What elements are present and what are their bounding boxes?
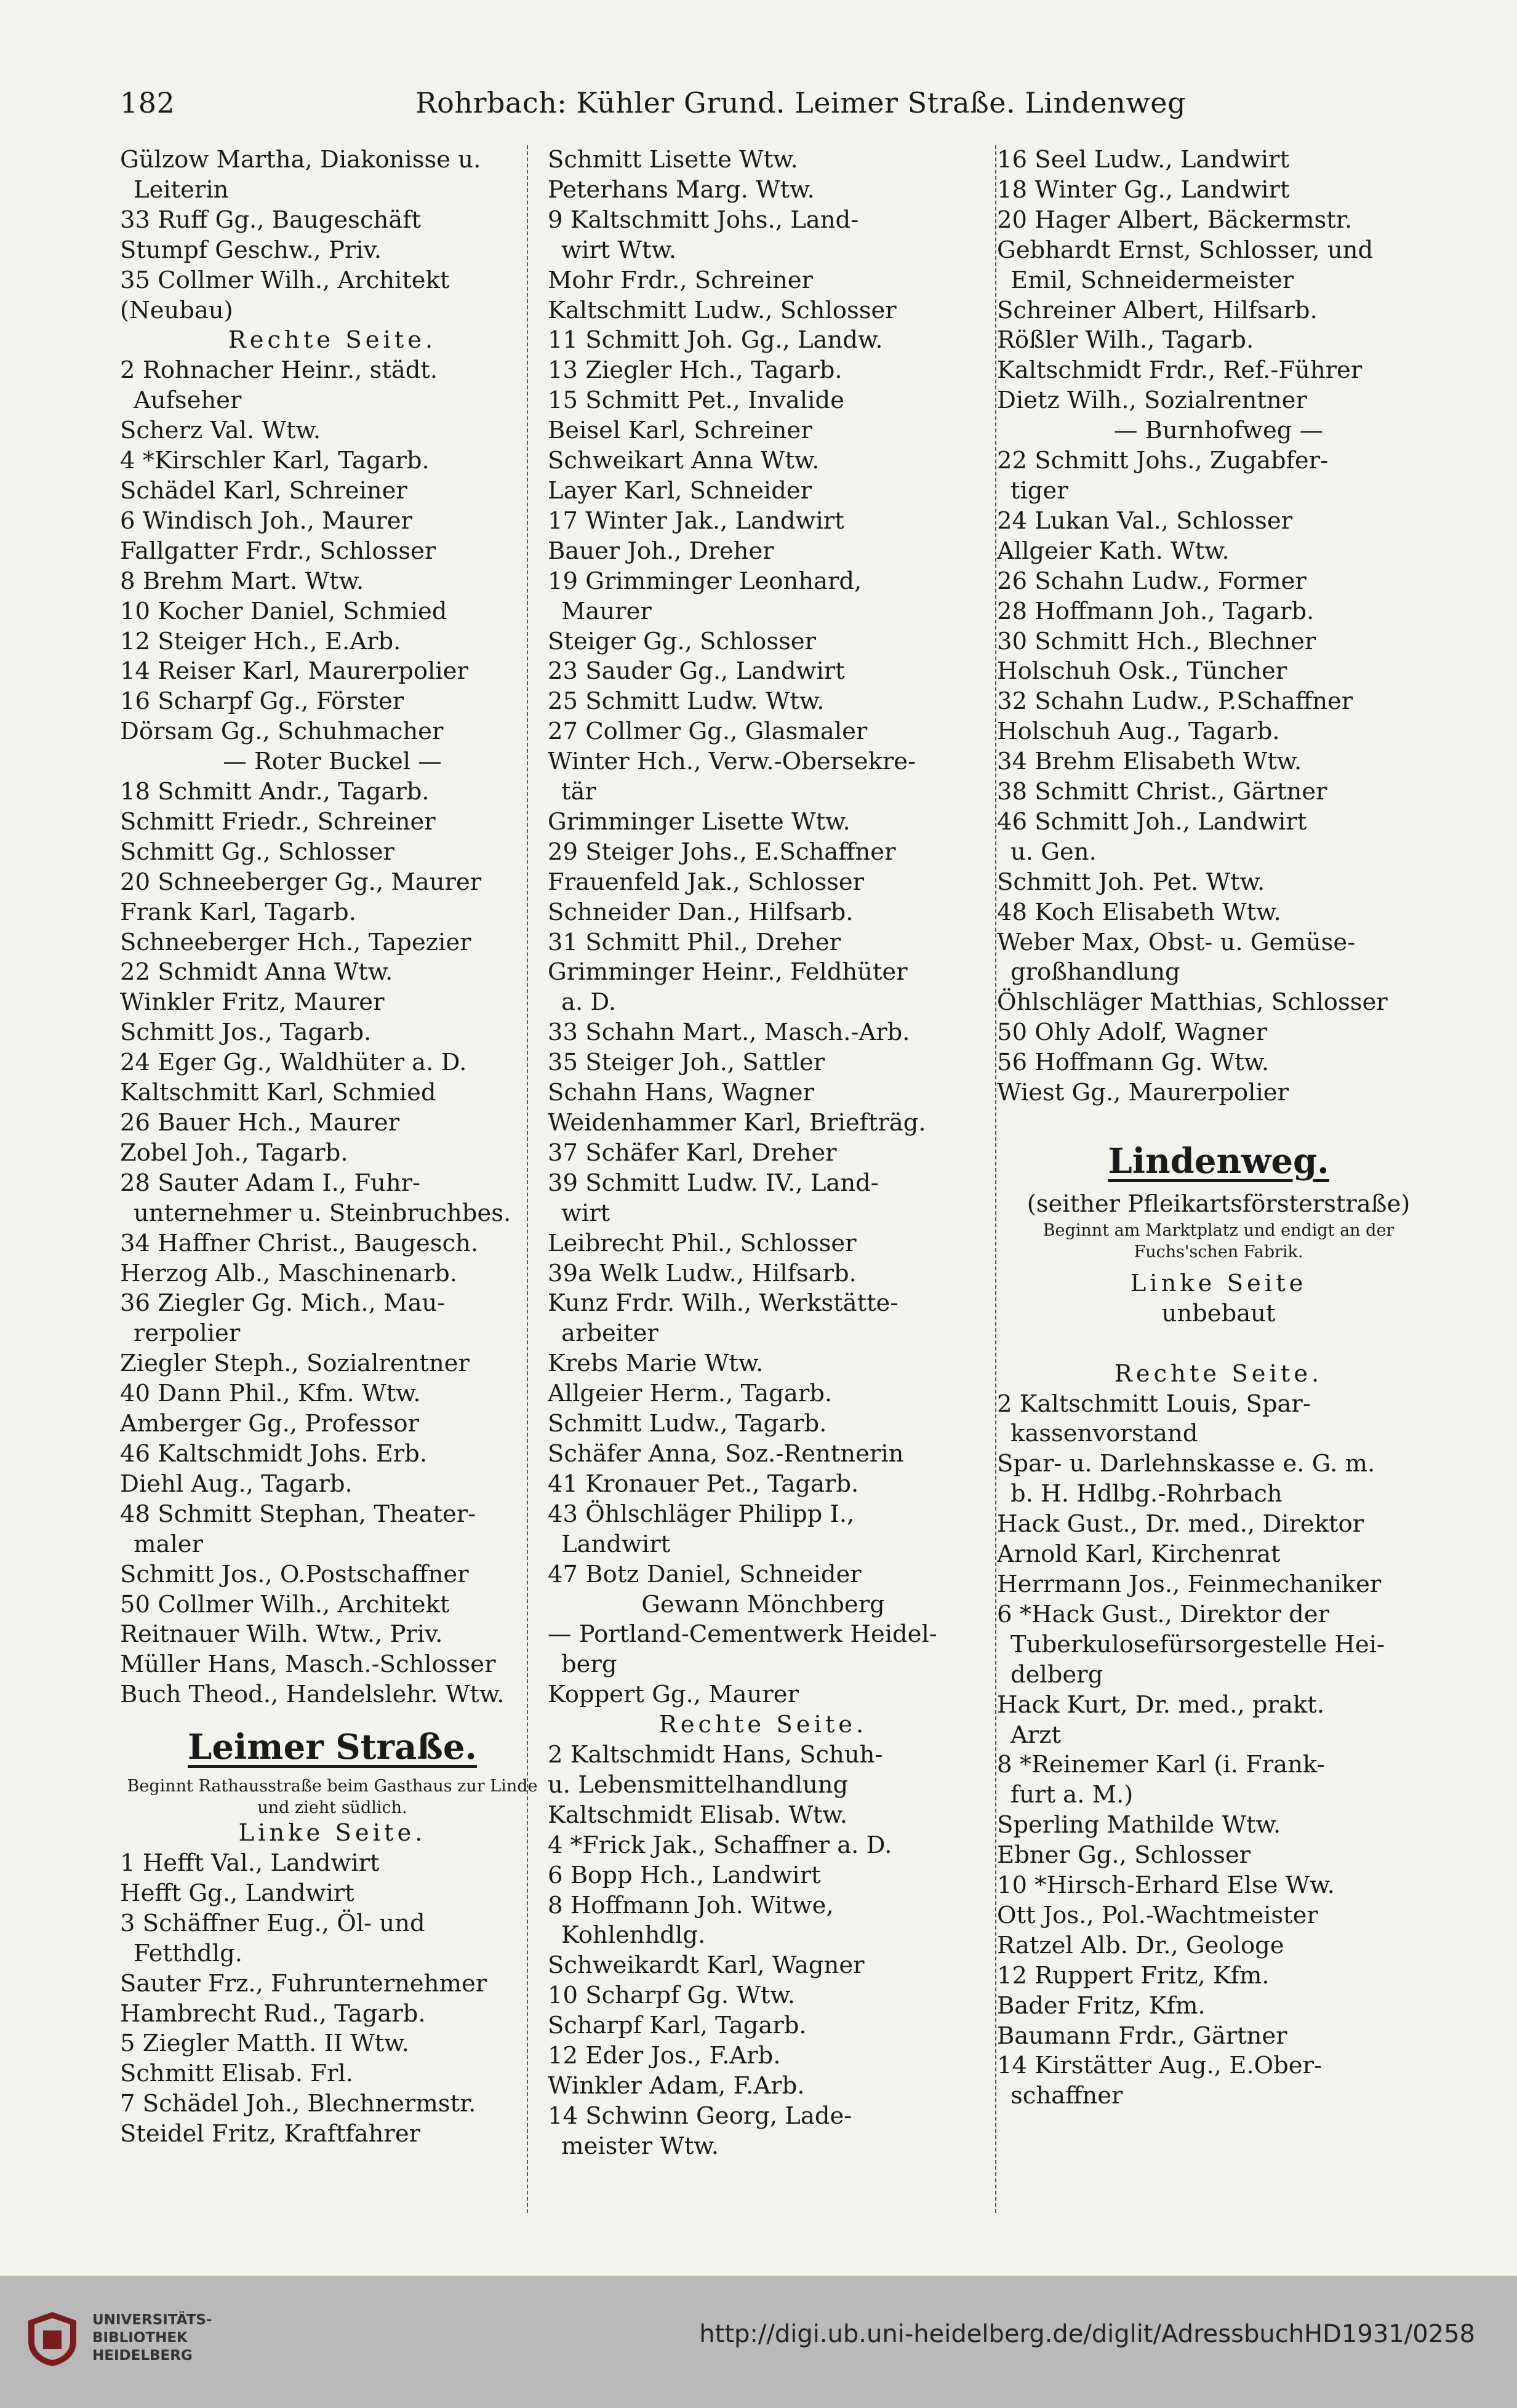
address-entry: Peterhans Marg. Wtw. <box>548 175 815 204</box>
section-title-leimer-strasse: Leimer Straße. <box>188 1727 477 1768</box>
address-entry: 32 Schahn Ludw., P.Schaffner <box>997 687 1353 716</box>
address-entry: Kaltschmitt Karl, Schmied <box>120 1079 436 1107</box>
address-entry: rerpolier <box>134 1319 241 1348</box>
section-heading: Rechte Seite. <box>228 326 437 354</box>
section-title-lindenweg: Lindenweg. <box>1108 1141 1329 1182</box>
address-entry <box>997 1329 1440 1359</box>
address-entry: Steiger Gg., Schlosser <box>548 627 817 655</box>
address-entry: Schmitt Lisette Wtw. <box>548 146 798 174</box>
address-entry: — Portland-Cementwerk Heidel- <box>548 1620 937 1649</box>
address-entry: Koppert Gg., Maurer <box>548 1681 799 1709</box>
address-entry: Kaltschmidt Elisab. Wtw. <box>548 1801 848 1829</box>
address-entry: Fetthdlg. <box>134 1939 242 1967</box>
address-entry: Schäfer Anna, Soz.-Rentnerin <box>548 1439 904 1468</box>
kuehler-grund-entries <box>120 145 545 1710</box>
address-entry: b. H. Hdlbg.-Rohrbach <box>1011 1480 1283 1508</box>
address-entry: 34 Brehm Elisabeth Wtw. <box>997 748 1302 776</box>
address-entry: 33 Schahn Mart., Masch.-Arb. <box>548 1018 910 1047</box>
address-entry: Baumann Frdr., Gärtner <box>997 2022 1287 2050</box>
address-entry: Schweikardt Karl, Wagner <box>548 1951 865 1980</box>
address-entry: 6 *Hack Gust., Direktor der <box>997 1600 1329 1628</box>
section-description: Beginnt Rathausstraße beim Gasthaus zur Linde und zieht südlich. <box>127 1777 538 1818</box>
address-entry: 22 Schmitt Johs., Zugabfer- <box>997 447 1329 475</box>
address-entry: 50 Ohly Adolf, Wagner <box>997 1018 1267 1047</box>
address-entry: Zobel Joh., Tagarb. <box>120 1138 348 1167</box>
address-entry: tär <box>561 778 596 806</box>
address-entry: arbeiter <box>561 1319 658 1348</box>
address-entry: Buch Theod., Handelslehr. Wtw. <box>120 1681 505 1709</box>
address-entry: furt a. M.) <box>1011 1781 1134 1809</box>
column-right <box>997 145 1440 2111</box>
address-entry: Frauenfeld Jak., Schlosser <box>548 868 865 896</box>
address-entry: 8 Brehm Mart. Wtw. <box>120 567 364 595</box>
address-entry: 24 Eger Gg., Waldhüter a. D. <box>120 1049 467 1077</box>
address-entry: Hambrecht Rud., Tagarb. <box>120 1999 426 2028</box>
address-entry: delberg <box>1011 1660 1103 1689</box>
address-entry: (Neubau) <box>120 296 233 324</box>
section-subtitle: (seither Pfleikartsförsterstraße) <box>1027 1190 1411 1218</box>
address-entry: Öhlschläger Matthias, Schlosser <box>997 988 1388 1017</box>
page-header <box>120 74 1186 123</box>
address-entry: Gebhardt Ernst, Schlosser, und <box>997 236 1374 264</box>
address-entry: 33 Ruff Gg., Baugeschäft <box>120 206 421 234</box>
address-entry: 9 Kaltschmitt Johs., Land- <box>548 206 859 234</box>
address-entry: Herrmann Jos., Feinmechaniker <box>997 1570 1382 1598</box>
section-heading: Gewann Mönchberg <box>641 1590 885 1618</box>
footer-bar <box>0 2276 1517 2408</box>
address-entry: 15 Schmitt Pet., Invalide <box>548 386 844 415</box>
address-entry: tiger <box>1011 476 1068 505</box>
address-entry: Steidel Fritz, Kraftfahrer <box>120 2120 421 2148</box>
address-entry: 7 Schädel Joh., Blechnermstr. <box>120 2090 476 2118</box>
address-entry: 48 Koch Elisabeth Wtw. <box>997 898 1281 926</box>
address-entry: 14 Schwinn Georg, Lade- <box>548 2102 852 2130</box>
address-entry: 17 Winter Jak., Landwirt <box>548 506 844 535</box>
address-entry: 13 Ziegler Hch., Tagarb. <box>548 356 843 385</box>
address-entry: Fallgatter Frdr., Schlosser <box>120 537 436 565</box>
address-entry: 3 Schäffner Eug., Öl- und <box>120 1909 425 1937</box>
address-entry: 56 Hoffmann Gg. Wtw. <box>997 1049 1270 1077</box>
address-entry: Sperling Mathilde Wtw. <box>997 1811 1281 1839</box>
address-entry: 24 Lukan Val., Schlosser <box>997 506 1293 535</box>
address-entry: Schmitt Friedr., Schreiner <box>120 807 436 836</box>
address-entry: Schmitt Jos., Tagarb. <box>120 1018 372 1047</box>
address-entry: Beisel Karl, Schreiner <box>548 417 812 445</box>
address-entry: schaffner <box>1011 2082 1123 2110</box>
address-entry: u. Gen. <box>1011 838 1097 866</box>
address-entry: 34 Haffner Christ., Baugesch. <box>120 1229 479 1257</box>
address-entry: Amberger Gg., Professor <box>120 1410 419 1438</box>
address-entry: 28 Sauter Adam I., Fuhr- <box>120 1169 421 1197</box>
address-entry: 10 Scharpf Gg. Wtw. <box>548 1982 795 2010</box>
address-entry: 37 Schäfer Karl, Dreher <box>548 1138 837 1167</box>
address-entry: Ebner Gg., Schlosser <box>997 1841 1251 1870</box>
address-entry: Bader Fritz, Kfm. <box>997 1991 1206 2020</box>
address-entry: maler <box>134 1530 203 1558</box>
address-entry: Allgeier Kath. Wtw. <box>997 537 1230 565</box>
address-entry: 2 Kaltschmidt Hans, Schuh- <box>548 1741 883 1769</box>
section-heading: Linke Seite. <box>238 1819 426 1847</box>
address-entry: unternehmer u. Steinbruchbes. <box>134 1199 511 1227</box>
address-entry: 10 *Hirsch-Erhard Else Ww. <box>997 1871 1335 1900</box>
address-entry: 1 Hefft Val., Landwirt <box>120 1849 380 1878</box>
address-entry: 38 Schmitt Christ., Gärtner <box>997 778 1327 806</box>
page-number: 182 <box>120 86 175 119</box>
address-entry: Spar- u. Darlehnskasse e. G. m. <box>997 1450 1375 1478</box>
address-entry: 10 Kocher Daniel, Schmied <box>120 597 447 625</box>
university-library-logo <box>25 2310 80 2368</box>
address-entry: Hack Gust., Dr. med., Direktor <box>997 1510 1364 1538</box>
section-heading: — Roter Buckel — <box>223 748 442 776</box>
address-entry: Diehl Aug., Tagarb. <box>120 1470 353 1498</box>
address-entry: Frank Karl, Tagarb. <box>120 898 356 926</box>
address-entry: Scharpf Karl, Tagarb. <box>548 2012 807 2040</box>
address-entry: 31 Schmitt Phil., Dreher <box>548 928 841 956</box>
address-entry: Emil, Schneidermeister <box>1011 266 1294 294</box>
address-entry: 12 Eder Jos., F.Arb. <box>548 2042 781 2070</box>
address-entry: a. D. <box>561 988 617 1017</box>
address-entry: Tuberkulosefürsorgestelle Hei- <box>1011 1630 1385 1658</box>
address-entry: Schweikart Anna Wtw. <box>548 447 820 475</box>
column-left <box>120 145 545 2150</box>
address-entry: Allgeier Herm., Tagarb. <box>548 1380 833 1408</box>
library-name-line: UNIVERSITÄTS- <box>92 2312 212 2328</box>
address-entry: 4 *Kirschler Karl, Tagarb. <box>120 447 430 475</box>
address-entry: berg <box>561 1650 617 1679</box>
address-entry: 18 Schmitt Andr., Tagarb. <box>120 778 430 806</box>
address-entry: 2 Kaltschmitt Louis, Spar- <box>997 1390 1311 1418</box>
address-entry: Holschuh Osk., Tüncher <box>997 657 1287 686</box>
address-entry: Aufseher <box>134 386 242 415</box>
address-entry: 43 Öhlschläger Philipp I., <box>548 1500 855 1528</box>
address-entry: 29 Steiger Johs., E.Schaffner <box>548 838 896 866</box>
address-entry: Wiest Gg., Maurerpolier <box>997 1079 1289 1107</box>
address-entry: Ratzel Alb. Dr., Geologe <box>997 1931 1284 1959</box>
address-entry: 11 Schmitt Joh. Gg., Landw. <box>548 326 883 354</box>
address-entry: 47 Botz Daniel, Schneider <box>548 1560 862 1588</box>
address-entry: 25 Schmitt Ludw. Wtw. <box>548 687 825 716</box>
address-entry: 20 Hager Albert, Bäckermstr. <box>997 206 1353 234</box>
address-entry: Maurer <box>561 597 652 625</box>
section-description: Beginnt am Marktplatz und endigt an der Fuchs'schen Fabrik. <box>1043 1220 1395 1262</box>
address-entry: 39a Welk Ludw., Hilfsarb. <box>548 1259 857 1287</box>
address-entry: 16 Scharpf Gg., Förster <box>120 687 404 716</box>
address-entry: 2 Rohnacher Heinr., städt. <box>120 356 438 385</box>
address-entry: Schmitt Gg., Schlosser <box>120 838 394 866</box>
address-entry: Scherz Val. Wtw. <box>120 417 321 445</box>
section-heading: unbebaut <box>1161 1299 1276 1327</box>
address-entry: 14 Kirstätter Aug., E.Ober- <box>997 2052 1322 2080</box>
address-entry: Winkler Adam, F.Arb. <box>548 2072 805 2100</box>
address-entry: Kunz Frdr. Wilh., Werkstätte- <box>548 1289 899 1318</box>
address-entry: 26 Schahn Ludw., Former <box>997 567 1307 595</box>
address-entry: Schädel Karl, Schreiner <box>120 476 407 505</box>
address-entry: Schneeberger Hch., Tapezier <box>120 928 471 956</box>
address-entry: 50 Collmer Wilh., Architekt <box>120 1590 450 1618</box>
address-entry: Winkler Fritz, Maurer <box>120 988 385 1017</box>
address-entry: 5 Ziegler Matth. II Wtw. <box>120 2030 409 2058</box>
address-entry: Krebs Marie Wtw. <box>548 1350 764 1378</box>
address-entry: 46 Kaltschmidt Johs. Erb. <box>120 1439 428 1468</box>
address-entry: 35 Steiger Joh., Sattler <box>548 1049 825 1077</box>
address-entry: Hack Kurt, Dr. med., prakt. <box>997 1690 1324 1719</box>
address-entry: Gülzow Martha, Diakonisse u. <box>120 146 481 174</box>
address-entry: Bauer Joh., Dreher <box>548 537 774 565</box>
address-entry: 18 Winter Gg., Landwirt <box>997 175 1290 204</box>
address-entry: großhandlung <box>1011 958 1180 986</box>
address-entry: 30 Schmitt Hch., Blechner <box>997 627 1316 655</box>
address-entry: 14 Reiser Karl, Maurerpolier <box>120 657 468 686</box>
address-entry: Dietz Wilh., Sozialrentner <box>997 386 1307 415</box>
address-entry: Schreiner Albert, Hilfsarb. <box>997 296 1318 324</box>
address-entry: Müller Hans, Masch.-Schlosser <box>120 1650 496 1679</box>
section-heading: Rechte Seite. <box>1114 1359 1323 1388</box>
address-entry: 4 *Frick Jak., Schaffner a. D. <box>548 1831 892 1859</box>
address-entry: Layer Karl, Schneider <box>548 476 812 505</box>
address-entry: 35 Collmer Wilh., Architekt <box>120 266 450 294</box>
leimer-strasse-entries-end <box>997 145 1440 1108</box>
address-entry: Schmitt Elisab. Frl. <box>120 2060 353 2088</box>
address-entry: 20 Schneeberger Gg., Maurer <box>120 868 482 896</box>
address-entry: 48 Schmitt Stephan, Theater- <box>120 1500 476 1528</box>
leimer-strasse-entries <box>120 1818 545 2150</box>
column-middle <box>548 145 979 2162</box>
address-entry: 22 Schmidt Anna Wtw. <box>120 958 393 986</box>
address-entry: Ott Jos., Pol.-Wachtmeister <box>997 1901 1318 1929</box>
address-entry: 6 Bopp Hch., Landwirt <box>548 1861 821 1889</box>
address-entry: 8 Hoffmann Joh. Witwe, <box>548 1891 834 1919</box>
leimer-strasse-entries-cont <box>548 145 979 2162</box>
address-entry: Reitnauer Wilh. Wtw., Priv. <box>120 1620 443 1649</box>
address-entry: Weidenhammer Karl, Briefträg. <box>548 1109 926 1137</box>
running-title: Rohrbach: Kühler Grund. Leimer Straße. Lindenweg <box>415 86 1186 119</box>
address-entry: Schmitt Jos., O.Postschaffner <box>120 1560 469 1588</box>
address-entry: Leiterin <box>134 175 229 204</box>
address-entry: Schneider Dan., Hilfsarb. <box>548 898 854 926</box>
address-entry: Sauter Frz., Fuhrunternehmer <box>120 1969 487 1998</box>
address-entry: Landwirt <box>561 1530 671 1558</box>
address-entry: Herzog Alb., Maschinenarb. <box>120 1259 458 1287</box>
address-entry: 6 Windisch Joh., Maurer <box>120 506 412 535</box>
address-entry: Leibrecht Phil., Schlosser <box>548 1229 857 1257</box>
address-entry: 16 Seel Ludw., Landwirt <box>997 146 1289 174</box>
address-entry: Stumpf Geschw., Priv. <box>120 236 382 264</box>
library-name-line: HEIDELBERG <box>92 2348 193 2364</box>
library-name <box>92 2311 212 2365</box>
address-entry: 36 Ziegler Gg. Mich., Mau- <box>120 1289 446 1318</box>
address-entry: 23 Sauder Gg., Landwirt <box>548 657 845 686</box>
address-entry: Weber Max, Obst- u. Gemüse- <box>997 928 1356 956</box>
address-entry: Schahn Hans, Wagner <box>548 1079 814 1107</box>
section-heading: Linke Seite <box>1130 1269 1307 1297</box>
lindenweg-entries <box>997 1269 1440 2111</box>
address-entry: 12 Ruppert Fritz, Kfm. <box>997 1961 1270 1990</box>
address-entry: Grimminger Lisette Wtw. <box>548 807 851 836</box>
address-entry: Kaltschmidt Frdr., Ref.-Führer <box>997 356 1363 385</box>
address-entry: 27 Collmer Gg., Glasmaler <box>548 718 868 746</box>
address-entry: 41 Kronauer Pet., Tagarb. <box>548 1470 859 1498</box>
address-entry: meister Wtw. <box>561 2132 719 2160</box>
address-entry: Holschuh Aug., Tagarb. <box>997 718 1280 746</box>
address-entry: Arzt <box>1011 1721 1061 1749</box>
address-entry: 40 Dann Phil., Kfm. Wtw. <box>120 1380 421 1408</box>
address-entry: 46 Schmitt Joh., Landwirt <box>997 807 1307 836</box>
address-entry: 39 Schmitt Ludw. IV., Land- <box>548 1169 879 1197</box>
library-name-line: BIBLIOTHEK <box>92 2330 188 2346</box>
address-entry: Mohr Frdr., Schreiner <box>548 266 813 294</box>
section-heading: — Burnhofweg — <box>1113 417 1324 445</box>
address-entry: 8 *Reinemer Karl (i. Frank- <box>997 1751 1325 1779</box>
address-entry: Arnold Karl, Kirchenrat <box>997 1540 1281 1569</box>
address-entry: kassenvorstand <box>1011 1420 1198 1448</box>
address-entry: Dörsam Gg., Schuhmacher <box>120 718 444 746</box>
address-entry: Schmitt Ludw., Tagarb. <box>548 1410 827 1438</box>
address-entry: Kaltschmitt Ludw., Schlosser <box>548 296 897 324</box>
source-url-link[interactable]: http://digi.ub.uni-heidelberg.de/diglit/AdressbuchHD1931/0258 <box>699 2320 1475 2348</box>
address-entry: Hefft Gg., Landwirt <box>120 1879 354 1907</box>
address-entry: wirt <box>561 1199 610 1227</box>
column-divider <box>995 145 996 2213</box>
address-entry: 26 Bauer Hch., Maurer <box>120 1109 400 1137</box>
address-entry: 28 Hoffmann Joh., Tagarb. <box>997 597 1315 625</box>
address-entry: Rößler Wilh., Tagarb. <box>997 326 1254 354</box>
address-entry: u. Lebensmittelhandlung <box>548 1770 849 1799</box>
address-entry: Ziegler Steph., Sozialrentner <box>120 1350 470 1378</box>
address-entry: Schmitt Joh. Pet. Wtw. <box>997 868 1265 896</box>
section-heading: Rechte Seite. <box>658 1711 868 1739</box>
address-entry: 19 Grimminger Leonhard, <box>548 567 862 595</box>
address-entry: 12 Steiger Hch., E.Arb. <box>120 627 401 655</box>
address-entry: Winter Hch., Verw.-Obersekre- <box>548 748 916 776</box>
address-entry: Kohlenhdlg. <box>561 1921 706 1950</box>
address-entry: wirt Wtw. <box>561 236 677 264</box>
address-entry: Grimminger Heinr., Feldhüter <box>548 958 908 986</box>
